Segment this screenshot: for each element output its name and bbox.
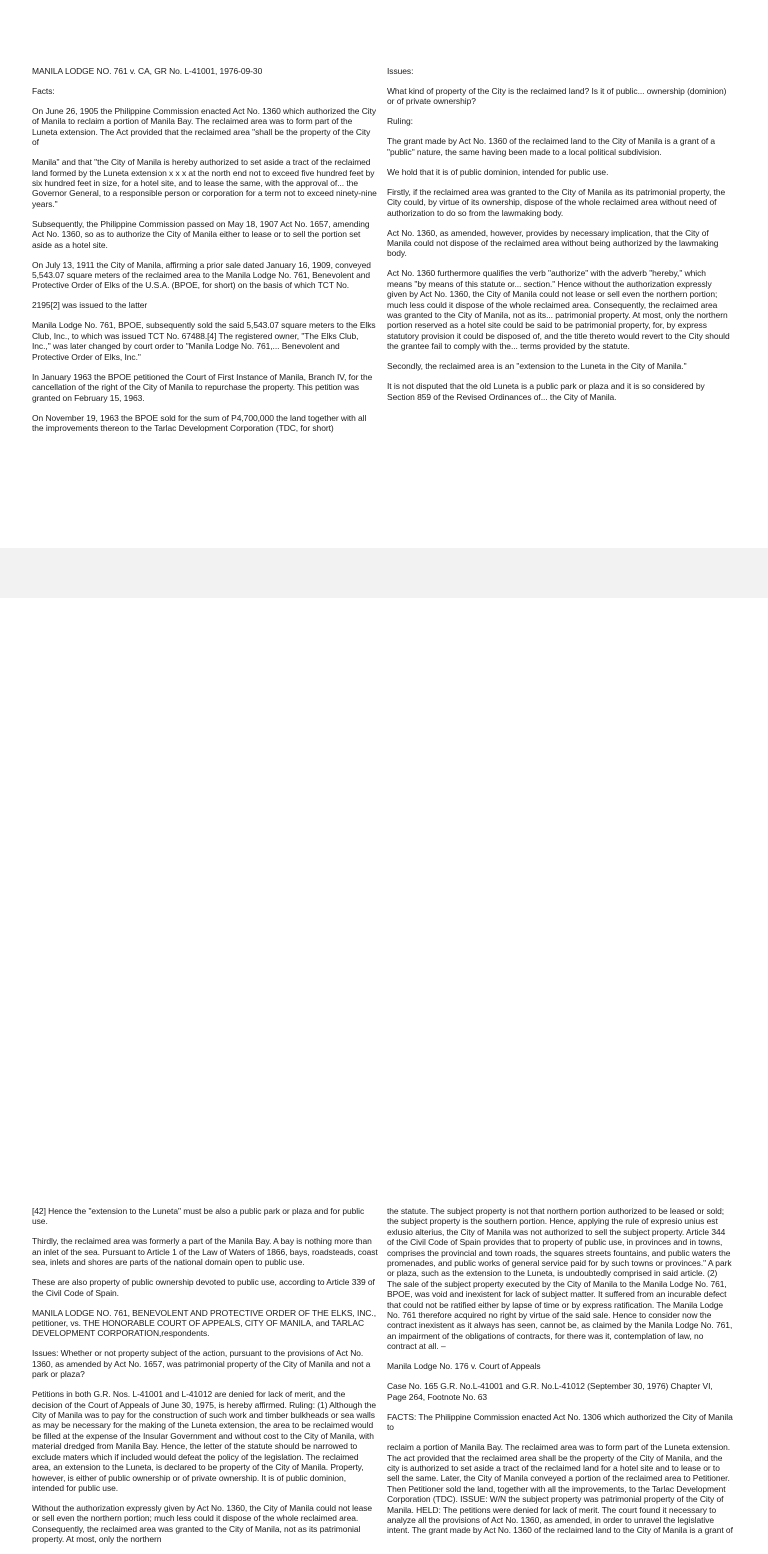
paragraph: On June 26, 1905 the Philippine Commission enacted Act No. 1360 which authorized the City of Manila to reclaim a portion of Manila Bay. The reclaimed area was to form part of the Luneta extension. The Act provided that the reclaimed area "shall be the property of the City of	[32, 106, 377, 148]
page-separator	[0, 548, 768, 598]
paragraph: Manila Lodge No. 761, BPOE, subsequently sold the said 5,543.07 square meters to the Elks Club, Inc., to which was issued TCT No. 67488.[4] The registered owner, "The Elks Club, Inc.," was later changed by court order to "Manila Lodge No. 761,... Benevolent and Protective Order of Elks, Inc."	[32, 320, 376, 362]
paragraph: It is not disputed that the old Luneta is a public park or plaza and it is so considered by Section 859 of the Revised Ordinances of... the City of Manila.	[387, 381, 705, 402]
paragraph: [42] Hence the "extension to the Luneta" must be also a public park or plaza and for public use.	[32, 1206, 365, 1227]
paragraph: Case No. 165 G.R. No.L-41001 and G.R. No.L-41012 (September 30, 1976) Chapter VI, Page 264, Footnote No. 63	[387, 1381, 713, 1402]
paragraph: Without the authorization expressly given by Act No. 1360, the City of Manila could not lease or sell even the northern portion; much less could it dispose of the whole reclaimed area. Consequently, the reclaimed area was granted to the City of Manila, not as its patrimonial property. At most, only the northern	[32, 1502, 373, 1545]
paragraph: We hold that it is of public dominion, intended for public use.	[387, 166, 609, 177]
paragraph: Firstly, if the reclaimed area was granted to the City of Manila as its patrimonial property, the City could, by virtue of its ownership, dispose of the whole reclaimed area without need of authorization to do so from the lawmaking body.	[387, 186, 726, 218]
paragraph: In January 1963 the BPOE petitioned the Court of First Instance of Manila, Branch IV, for the cancellation of the right of the City of Manila to repurchase the property. This petition was granted on February 15, 1963.	[32, 371, 373, 403]
paragraph: FACTS: The Philippine Commission enacted Act No. 1306 which authorized the City of Manila to	[387, 1411, 733, 1433]
page1-right-column	[387, 66, 733, 412]
document-page-1	[0, 0, 768, 548]
paragraph: Thirdly, the reclaimed area was formerly a part of the Manila Bay. A bay is nothing more than an inlet of the sea. Pursuant to Article 1 of the Law of Waters of 1866, bays, roadsteads, coast sea, inlets and shores are parts of the national domain open to public use.	[32, 1236, 378, 1268]
page2-right-column	[387, 1206, 733, 1545]
case-caption: MANILA LODGE NO. 761, BENEVOLENT AND PROTECTIVE ORDER OF THE ELKS, INC., petitioner, vs. THE HONORABLE COURT OF APPEALS, CITY OF MANILA, and TARLAC DEVELOPMENT CORPORATION,respondents.	[32, 1307, 376, 1339]
paragraph: reclaim a portion of Manila Bay. The reclaimed area was to form part of the Luneta extension. The act provided that the reclaimed area shall be the property of the City of Manila, and the city is authorized to set aside a tract of the reclaimed land for a hotel site and to lease or to sell the same. Later, the City of Manila conveyed a portion of the reclaimed area to Petitioner. Then Petitioner sold the land, together with all the improvements, to the Tarlac Development Corporation (TDC). ISSUE: W/N the subject property was patrimonial property of the City of Manila. HELD: The petitions were denied for lack of merit. The court found it necessary to analyze all the provisions of Act No. 1360, as amended, in order to unravel the legislative intent. The grant made by Act No. 1360 of the reclaimed land to the City of Manila is a grant of	[387, 1442, 733, 1536]
paragraph: Petitions in both G.R. Nos. L-41001 and L-41012 are denied for lack of merit, and the decision of the Court of Appeals of June 30, 1975, is hereby affirmed. Ruling: (1) Although the City of Manila was to pay for the construction of such work and timber bulkheads or sea walls as may be necessary for the making of the Luneta extension, the area to be reclaimed would be filled at the expense of the Insular Government and without cost to the City of Manila, with material dredged from Manila Bay. Hence, the letter of the statute should be narrowed to exclude maters which if included would defeat the policy of the legislation. The reclaimed area, an extension to the Luneta, is declared to be property of the City of Manila. Property, however, is either of public ownership or of private ownership. It is of public dominion, intended for public use.	[32, 1389, 377, 1493]
paragraph: Manila" and that "the City of Manila is hereby authorized to set aside a tract of the reclaimed land formed by the Luneta extension x x x at the north end not to exceed five hundred feet by six hundred feet in size, for a hotel site, and to lease the same, with the approval of... the Governor General, to a responsible person or corporation for a term not to exceed ninety-nine years."	[32, 157, 377, 209]
paragraph: Act No. 1360 furthermore qualifies the verb "authorize" with the adverb "hereby," which means "by means of this statute or... section." Hence without the authorization expressly given by Act No. 1360, the City of Manila could not lease or sell even the northern portion; much less could it dispose of the whole reclaimed area. Consequently, the reclaimed area was granted to the City of Manila, not as its... patrimonial property. At most, only the northern portion reserved as a hotel site could be said to be patrimonial property, for, by express statutory provision it could be disposed of, and the title thereto would revert to the City should the grantee fail to comply with the... terms provided by the statute.	[387, 268, 730, 352]
paragraph: These are also property of public ownership devoted to public use, according to Article 339 of the Civil Code of Spain.	[32, 1277, 375, 1298]
paragraph: the statute. The subject property is not that northern portion authorized to be leased or sold; the subject property is the southern portion. Hence, applying the rule of expresio unius est exlusio alterius, the City of Manila was not authorized to sell the subject property. Article 344 of the Civil Code of Spain provides that to property of public use, in provinces and in towns, comprises the provincial and town roads, the squares streets fountains, and public waters the promenades, and public works of general service paid for by such towns or provinces." A park or plaza, such as the extension to the Luneta, is undoubtedly comprised in said article. (2) The sale of the subject property executed by the City of Manila to the Manila Lodge No. 761, BPOE, was void and inexistent for lack of subject matter. It suffered from an incurable defect that could not be ratified either by lapse of time or by express ratification. The Manila Lodge No. 761 therefore acquired no right by virtue of the said sale. Hence to consider now the contract inexistent as it always has seen, cannot be, as claimed by the Manila Lodge No. 761, an impairment of the obligations of contracts, for there was it, contemplation of law, no contract at all. –	[387, 1206, 733, 1352]
paragraph: The grant made by Act No. 1360 of the reclaimed land to the City of Manila is a grant of a "public" nature, the same having been made to a local political subdivision.	[387, 136, 716, 157]
paragraph: Issues: Whether or not property subject of the action, pursuant to the provisions of Act No. 1360, as amended by Act No. 1657, was patrimonial property of the City of Manila and not a park or plaza?	[32, 1348, 371, 1380]
paragraph: What kind of property of the City is the reclaimed land? Is it of public... ownership (dominion) or of private ownership?	[387, 86, 727, 107]
page1-left-column	[32, 66, 378, 443]
case-heading: Manila Lodge No. 176 v. Court of Appeals	[387, 1361, 541, 1372]
issues-heading: Issues:	[387, 66, 414, 76]
paragraph: On July 13, 1911 the City of Manila, affirming a prior sale dated January 16, 1909, conveyed 5,543.07 square meters of the reclaimed area to the Manila Lodge No. 761, Benevolent and Protective Order of Elks of the U.S.A. (BPOE, for short) on the basis of which TCT No.	[32, 259, 371, 291]
paragraph: Secondly, the reclaimed area is an "extension to the Luneta in the City of Manila."	[387, 361, 687, 372]
case-title: MANILA LODGE NO. 761 v. CA, GR No. L-41001, 1976-09-30	[32, 66, 263, 76]
ruling-heading: Ruling:	[387, 116, 413, 127]
paragraph: Act No. 1360, as amended, however, provides by necessary implication, that the City of Manila could not dispose of the reclaimed area without being authorized by the lawmaking body.	[387, 227, 719, 259]
document-page-2	[0, 598, 768, 1545]
paragraph: Subsequently, the Philippine Commission passed on May 18, 1907 Act No. 1657, amending Act No. 1360, so as to authorize the City of Manila either to lease or to sell the portion set aside as a hotel site.	[32, 218, 370, 250]
paragraph: On November 19, 1963 the BPOE sold for the sum of P4,700,000 the land together with all the improvements thereon to the Tarlac Development Corporation (TDC, for short)	[32, 412, 367, 433]
facts-heading: Facts:	[32, 86, 55, 96]
page2-left-column	[32, 1206, 378, 1554]
paragraph: 2195[2] was issued to the latter	[32, 300, 148, 311]
